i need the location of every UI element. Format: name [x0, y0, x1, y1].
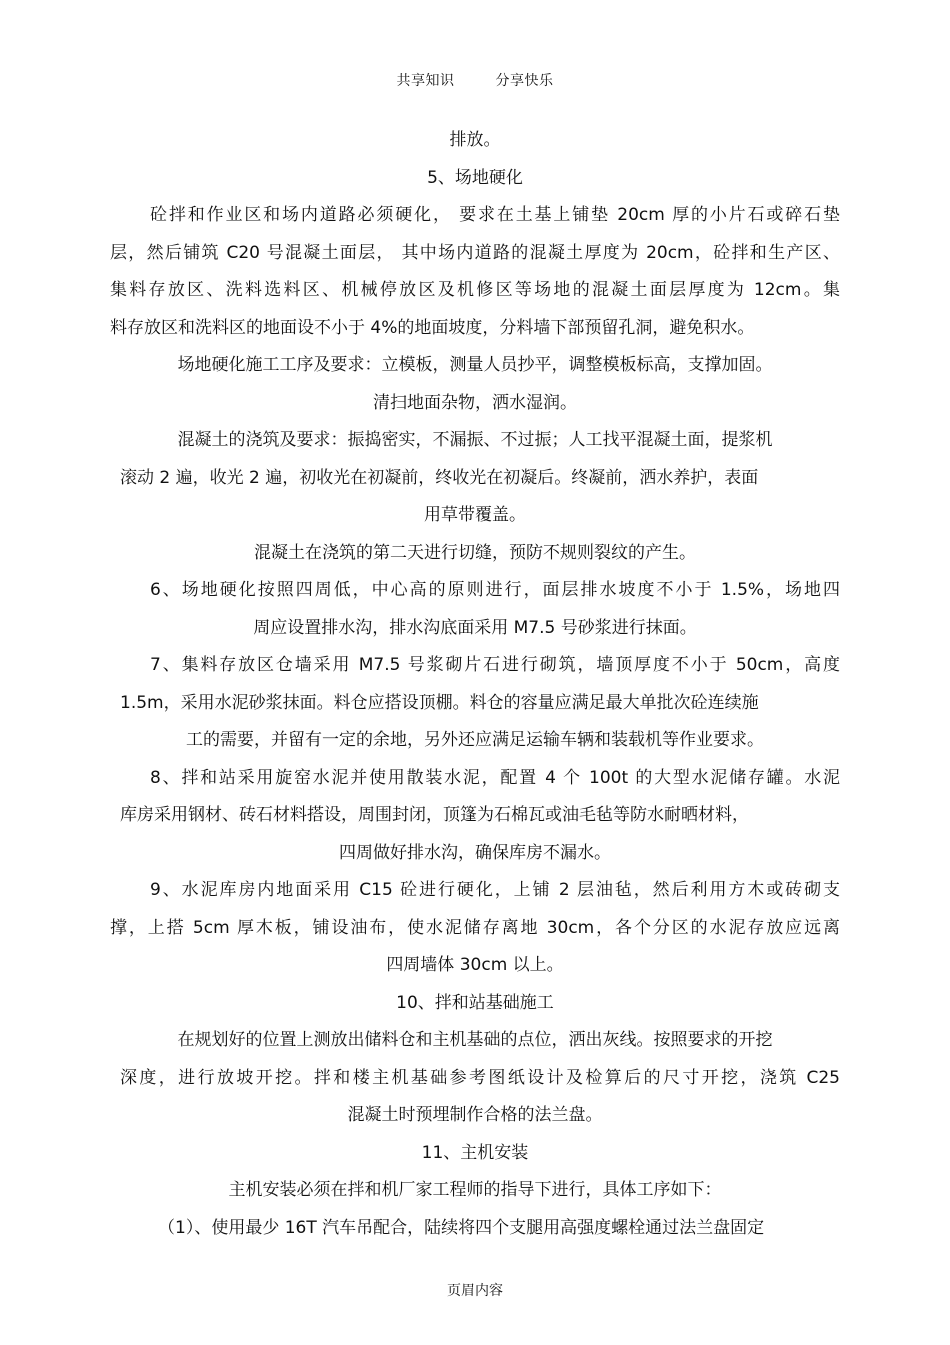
text-line: 料存放区和洗料区的地面设不小于 4%的地面坡度，分料墙下部预留孔洞，避免积水。 — [110, 317, 755, 338]
text-line: 6、场地硬化按照四周低，中心高的原则进行，面层排水坡度不小于 1.5%，场地四 — [150, 580, 840, 600]
text-line: 清扫地面杂物，洒水湿润。 — [373, 392, 577, 413]
text-line: 砼拌和作业区和场内道路必须硬化， 要求在土基上铺垫 20cm 厚的小片石或碎石垫 — [150, 205, 840, 225]
text-line: 滚动 2 遍，收光 2 遍，初收光在初凝前，终收光在初凝后。终凝前，洒水养护，表面 — [120, 467, 759, 488]
text-line: 8、拌和站采用旋窑水泥并使用散装水泥，配置 4 个 100t 的大型水泥储存罐。水泥 — [150, 767, 840, 788]
text-line: 9、水泥库房内地面采用 C15 砼进行硬化，上铺 2 层油毡，然后利用方木或砖砌支 — [150, 880, 840, 900]
text-line: 混凝土在浇筑的第二天进行切缝，预防不规则裂纹的产生。 — [254, 542, 696, 563]
text-line: 库房采用钢材、砖石材料搭设，周围封闭，顶篷为石棉瓦或油毛毡等防水耐晒材料， — [120, 805, 749, 825]
text-line: 主机安装必须在拌和机厂家工程师的指导下进行，具体工序如下： — [228, 1180, 722, 1200]
text-line: 撑，上搭 5cm 厚木板，铺设油布，使水泥储存离地 30cm，各个分区的水泥存放应远离 — [110, 917, 840, 938]
section-heading: 11、主机安装 — [421, 1142, 529, 1163]
text-line: 混凝土的浇筑及要求：振捣密实，不漏振、不过振；人工找平混凝土面，提浆机 — [177, 430, 773, 450]
text-line: 深度，进行放坡开挖。拌和楼主机基础参考图纸设计及检算后的尺寸开挖，浇筑 C25 — [120, 1067, 840, 1088]
text-line: 周应设置排水沟，排水沟底面采用 M7.5 号砂浆进行抹面。 — [253, 617, 697, 638]
page-footer: 页眉内容 — [447, 1283, 503, 1299]
text-line: 四周墙体 30cm 以上。 — [386, 955, 564, 975]
text-line: 1.5m，采用水泥砂浆抹面。料仓应搭设顶棚。料仓的容量应满足最大单批次砼连续施 — [120, 692, 759, 713]
page-header — [0, 70, 950, 90]
text-line: 场地硬化施工工序及要求：立模板，测量人员抄平，调整模板标高，支撑加固。 — [177, 355, 773, 375]
text-line: 工的需要，并留有一定的余地，另外还应满足运输车辆和装载机等作业要求。 — [186, 730, 764, 750]
section-heading: 10、拌和站基础施工 — [396, 992, 554, 1013]
text-line: 集料存放区、洗料选料区、机械停放区及机修区等场地的混凝土面层厚度为 12cm。集 — [110, 280, 840, 300]
text-line: 四周做好排水沟，确保库房不漏水。 — [339, 842, 611, 863]
text-line: 层，然后铺筑 C20 号混凝土面层， 其中场内道路的混凝土厚度为 20cm，砼拌和生产区、 — [110, 242, 840, 263]
section-heading: 5、场地硬化 — [427, 167, 523, 188]
text-line: 7、集料存放区仓墙采用 M7.5 号浆砌片石进行砌筑，墙顶厚度不小于 50cm，高度 — [150, 655, 840, 675]
text-line: 排放。 — [449, 130, 501, 150]
text-line: （1）、使用最少 16T 汽车吊配合，陆续将四个支腿用高强度螺栓通过法兰盘固定 — [158, 1217, 765, 1238]
text-line: 在规划好的位置上测放出储料仓和主机基础的点位，洒出灰线。按照要求的开挖 — [177, 1030, 773, 1050]
text-line: 混凝土时预埋制作合格的法兰盘。 — [347, 1105, 603, 1125]
text-line: 用草带覆盖。 — [424, 505, 526, 525]
header-left: 共享知识 — [396, 73, 455, 89]
body-text — [110, 122, 840, 1247]
header-right: 分享快乐 — [495, 73, 554, 89]
